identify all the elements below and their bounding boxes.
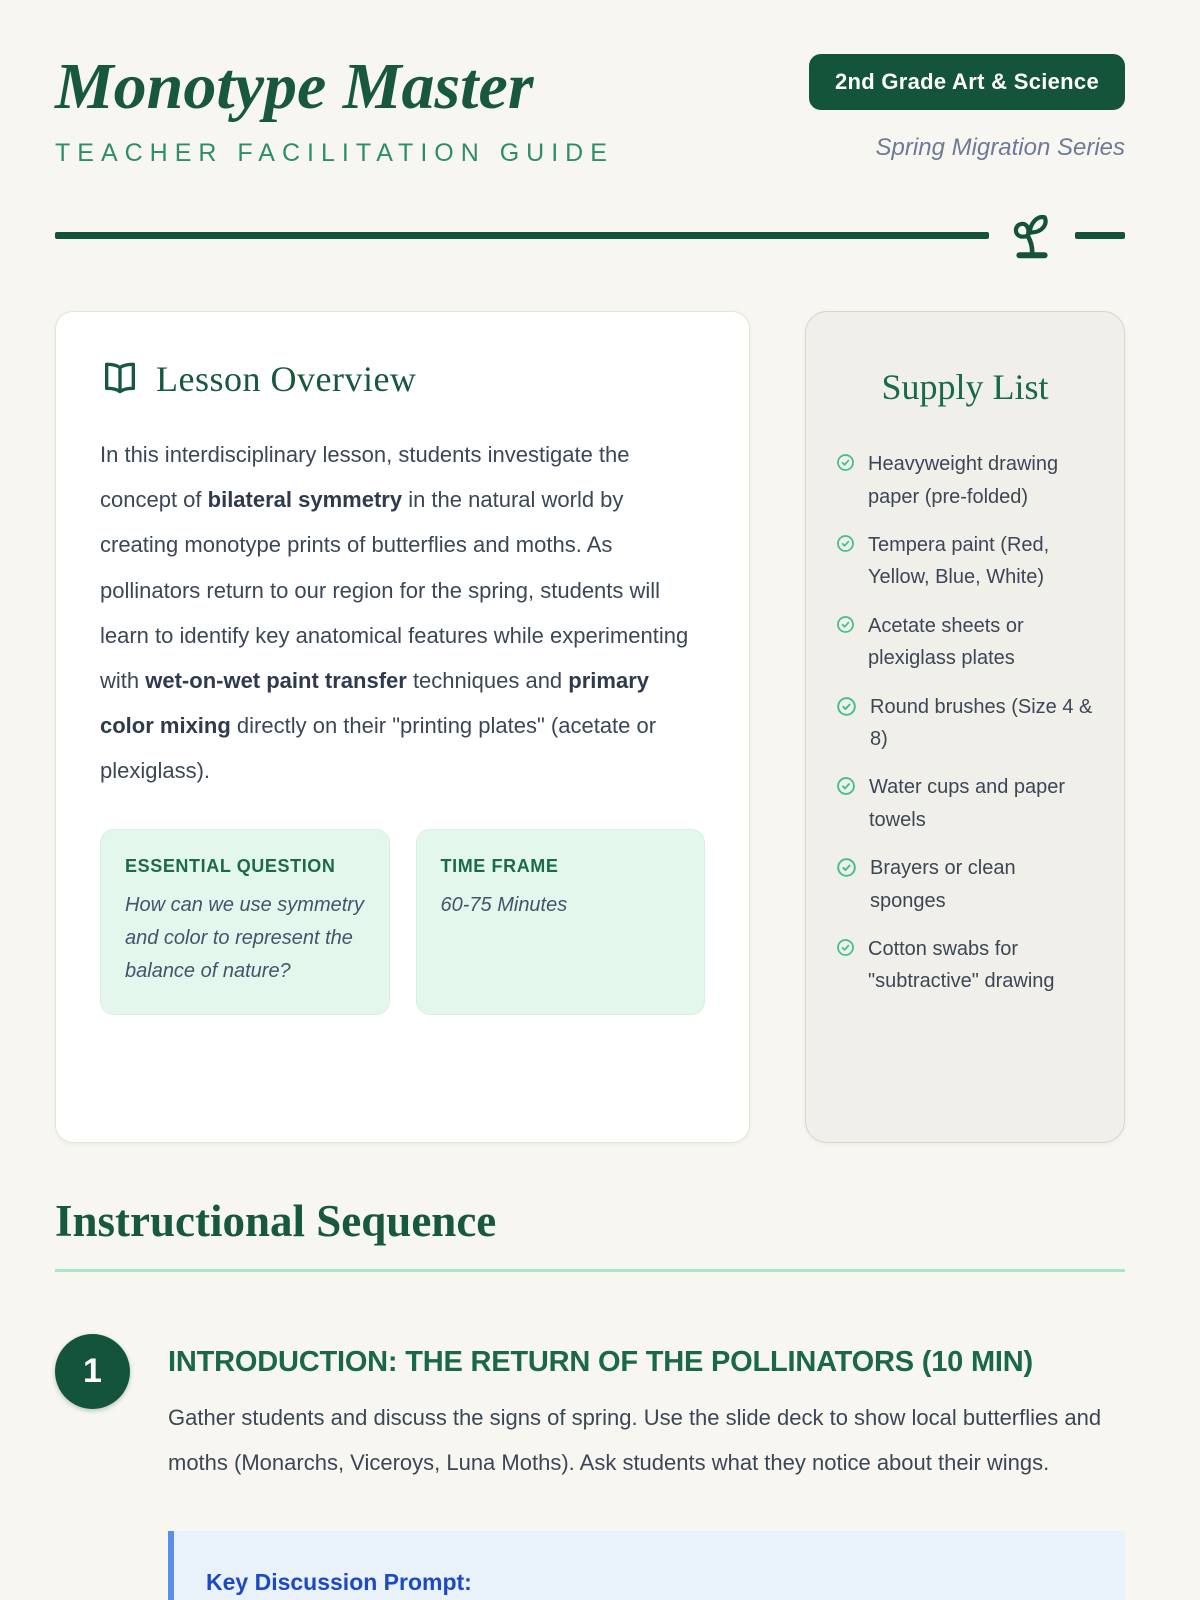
lesson-overview-paragraph	[100, 432, 705, 793]
bold-term-color-mixing: primary color mixing	[100, 667, 650, 738]
lesson-overview-card	[55, 311, 750, 1143]
lesson-overview-heading	[100, 358, 705, 400]
essential-question-text: How can we use symmetry and color to represent the balance of nature?	[125, 894, 364, 983]
supply-list	[836, 448, 1094, 997]
paragraph-text: directly on their "printing plates" (acetate or plexiglass).	[100, 712, 657, 783]
bold-term-wet-on-wet: wet-on-wet paint transfer	[145, 667, 407, 693]
instructional-sequence-title: Instructional Sequence	[55, 1195, 1125, 1272]
supply-list-panel	[805, 311, 1125, 1143]
check-circle-icon	[836, 453, 855, 472]
supply-item-text: Water cups and paper towels	[869, 776, 1066, 831]
open-book-icon	[100, 359, 140, 399]
supply-list-item	[836, 691, 1094, 756]
check-circle-icon	[836, 938, 855, 957]
supply-item-text: Round brushes (Size 4 & 8)	[870, 695, 1093, 751]
paragraph-text: in the natural world by creating monotype prints of butterflies and moths. As pollinators return to our region for the spring, students will learn to identify key anatomical features while experimenting with	[100, 487, 689, 693]
divider-end-dash	[1075, 232, 1125, 239]
divider-line	[55, 232, 989, 239]
supply-list-item	[836, 771, 1094, 836]
supply-list-item	[836, 448, 1094, 513]
supply-item-text: Cotton swabs for "subtractive" drawing	[868, 937, 1055, 993]
sprout-icon	[1005, 208, 1059, 262]
check-circle-icon	[836, 696, 857, 717]
info-boxes	[100, 829, 705, 1015]
step-content	[168, 1334, 1125, 1600]
supply-list-item	[836, 852, 1094, 917]
paragraph-text: techniques and	[406, 667, 569, 693]
check-circle-icon	[836, 857, 857, 878]
page-subtitle: TEACHER FACILITATION GUIDE	[55, 139, 614, 168]
time-frame-text: 60-75 Minutes	[440, 894, 568, 917]
supply-item-text: Brayers or clean sponges	[870, 857, 1016, 912]
essential-question-box	[100, 829, 390, 1015]
supply-item-text: Tempera paint (Red, Yellow, Blue, White)	[868, 534, 1050, 589]
time-frame-box	[416, 829, 706, 1015]
page-title: Monotype Master	[55, 50, 534, 123]
header-divider	[55, 208, 1125, 262]
check-circle-icon	[836, 534, 855, 553]
header-title-block	[55, 52, 614, 168]
step-1	[55, 1334, 1125, 1600]
step-body: Gather students and discuss the signs of spring. Use the slide deck to show local butterflies and moths (Monarchs, Viceroys, Luna Moths). Ask students what they notice about their wings.	[168, 1405, 1102, 1476]
check-circle-icon	[836, 615, 855, 634]
supply-list-item	[836, 529, 1094, 594]
header-meta-block	[809, 52, 1125, 162]
essential-question-label: ESSENTIAL QUESTION	[125, 856, 336, 877]
paragraph-text: In this interdisciplinary lesson, students investigate the concept of	[100, 442, 630, 513]
key-discussion-callout	[168, 1531, 1125, 1600]
main-content	[55, 311, 1125, 1143]
bold-term-bilateral-symmetry: bilateral symmetry	[207, 487, 403, 513]
check-circle-icon	[836, 776, 856, 796]
time-frame-label: TIME FRAME	[440, 856, 559, 877]
step-number-badge: 1	[55, 1334, 130, 1409]
supply-list-item	[836, 933, 1094, 998]
supply-item-text: Acetate sheets or plexiglass plates	[868, 614, 1024, 670]
header	[55, 52, 1125, 168]
series-label: Spring Migration Series	[875, 134, 1125, 161]
supply-list-item	[836, 610, 1094, 675]
step-title: INTRODUCTION: THE RETURN OF THE POLLINATORS (10 MIN)	[168, 1346, 1033, 1379]
key-discussion-label: Key Discussion Prompt:	[206, 1569, 472, 1596]
grade-badge: 2nd Grade Art & Science	[809, 54, 1125, 110]
lesson-overview-title: Lesson Overview	[156, 359, 417, 400]
supply-item-text: Heavyweight drawing paper (pre-folded)	[868, 453, 1059, 508]
supply-list-title: Supply List	[881, 367, 1049, 408]
